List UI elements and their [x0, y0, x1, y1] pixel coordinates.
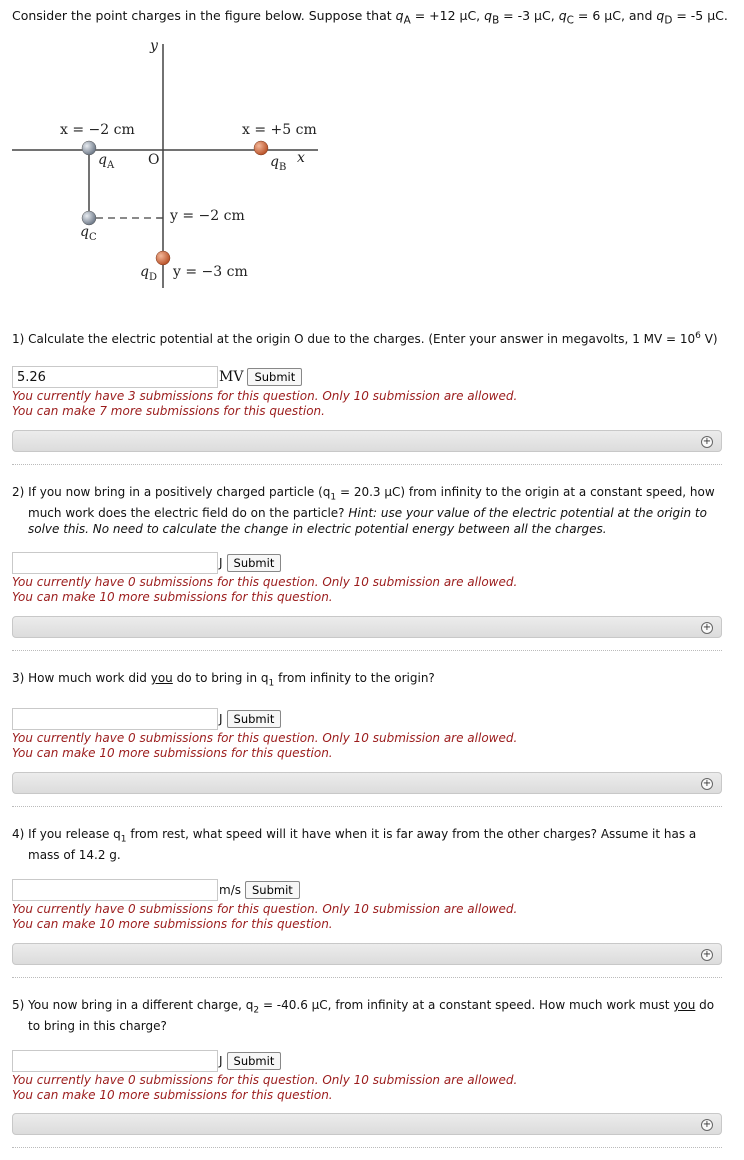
qd-label: $q_D$ — [140, 264, 157, 283]
qb-label: $q_B$ — [270, 154, 287, 173]
question-1-expand-bar[interactable] — [12, 430, 722, 452]
question-5-answer-input[interactable] — [12, 1050, 218, 1072]
origin-label: O — [148, 152, 160, 168]
question-5-expand-bar[interactable] — [12, 1113, 722, 1135]
divider — [12, 977, 722, 978]
question-1-status: You currently have 3 submissions for this question. Only 10 submission are allowed. You can make 7 more submissions for this question. — [12, 389, 518, 418]
question-1-text: 1) Calculate the electric potential at the origin O due to the charges. (Enter your answer in megavolts, 1 MV = $10^6$ V) — [12, 331, 718, 346]
plus-icon[interactable]: + — [702, 622, 712, 633]
x-minus2-label: x = −2 cm — [60, 122, 135, 138]
question-2-expand-bar[interactable] — [12, 616, 722, 638]
question-3-unit: J — [219, 712, 223, 726]
question-3-submit-button[interactable]: Submit — [227, 710, 282, 728]
question-4-status: You currently have 0 submissions for this question. Only 10 submission are allowed. You can make 10 more submissions for this question. — [12, 902, 518, 931]
question-4-text: 4) If you release $q_1$ from rest, what speed will it have when it is far away from the other charges? Assume it has a mass of 14.2 g. — [12, 827, 697, 863]
question-4-answer-input[interactable] — [12, 879, 218, 901]
charge-diagram — [0, 38, 744, 298]
question-3-answer-row — [12, 708, 281, 730]
plus-icon[interactable]: + — [702, 436, 712, 447]
question-5-submit-button[interactable]: Submit — [227, 1052, 282, 1070]
y-axis-label: y — [150, 38, 158, 54]
y-minus2-label: y = −2 cm — [170, 208, 245, 224]
x-axis-label: x — [297, 150, 305, 166]
charge-qd — [156, 251, 170, 265]
problem-intro: Consider the point charges in the figure below. Suppose that $q_A = +12$ μC, $q_B = -3$ μC, $q_C = 6$ μC, and $q_D = -5$ μC. — [12, 8, 728, 27]
question-1-unit: MV — [219, 369, 244, 385]
question-5-status: You currently have 0 submissions for this question. Only 10 submission are allowed. You can make 10 more submissions for this question. — [12, 1073, 518, 1102]
divider — [12, 464, 722, 465]
question-3-status: You currently have 0 submissions for this question. Only 10 submission are allowed. You can make 10 more submissions for this question. — [12, 731, 518, 760]
plus-icon[interactable]: + — [702, 949, 712, 960]
question-2-answer-input[interactable] — [12, 552, 218, 574]
plus-icon[interactable]: + — [702, 778, 712, 789]
question-3-text: 3) How much work did you do to bring in $q_1$ from infinity to the origin? — [12, 671, 435, 689]
question-2-submit-button[interactable]: Submit — [227, 554, 282, 572]
question-4-unit: m/s — [219, 883, 241, 897]
question-1-answer-row — [12, 366, 302, 388]
question-5-text: 5) You now bring in a different charge, $q_2 = -40.6$ μC, from infinity at a constant speed. How much work must you do to bring in this charge? — [12, 998, 715, 1034]
charge-qb — [254, 141, 268, 155]
question-1-submit-button[interactable]: Submit — [247, 368, 302, 386]
plus-icon[interactable]: + — [702, 1119, 712, 1130]
qa-label: $q_A$ — [98, 152, 115, 171]
question-2-unit: J — [219, 556, 223, 570]
x-plus5-label: x = +5 cm — [242, 122, 317, 138]
question-3-expand-bar[interactable] — [12, 772, 722, 794]
charge-qa — [82, 141, 96, 155]
qc-label: $q_C$ — [80, 224, 97, 243]
divider — [12, 1147, 722, 1148]
y-minus3-label: y = −3 cm — [173, 264, 248, 280]
divider — [12, 650, 722, 651]
question-4-expand-bar[interactable] — [12, 943, 722, 965]
question-4-answer-row — [12, 879, 300, 901]
question-2-text: 2) If you now bring in a positively charged particle ($q_1 = 20.3$ μC) from infinity to the origin at a constant speed, how much work does the electric field do on the particle? Hint: use your value of the electric potential at the origin to solve this. No need to calculate the change in electric potential energy between all the charges. — [12, 485, 715, 537]
divider — [12, 806, 722, 807]
question-3-answer-input[interactable] — [12, 708, 218, 730]
question-2-status: You currently have 0 submissions for this question. Only 10 submission are allowed. You can make 10 more submissions for this question. — [12, 575, 518, 604]
question-2-answer-row — [12, 552, 281, 574]
question-1-answer-input[interactable] — [12, 366, 218, 388]
question-5-unit: J — [219, 1054, 223, 1068]
question-4-submit-button[interactable]: Submit — [245, 881, 300, 899]
charge-qc — [82, 211, 96, 225]
question-5-answer-row — [12, 1050, 281, 1072]
